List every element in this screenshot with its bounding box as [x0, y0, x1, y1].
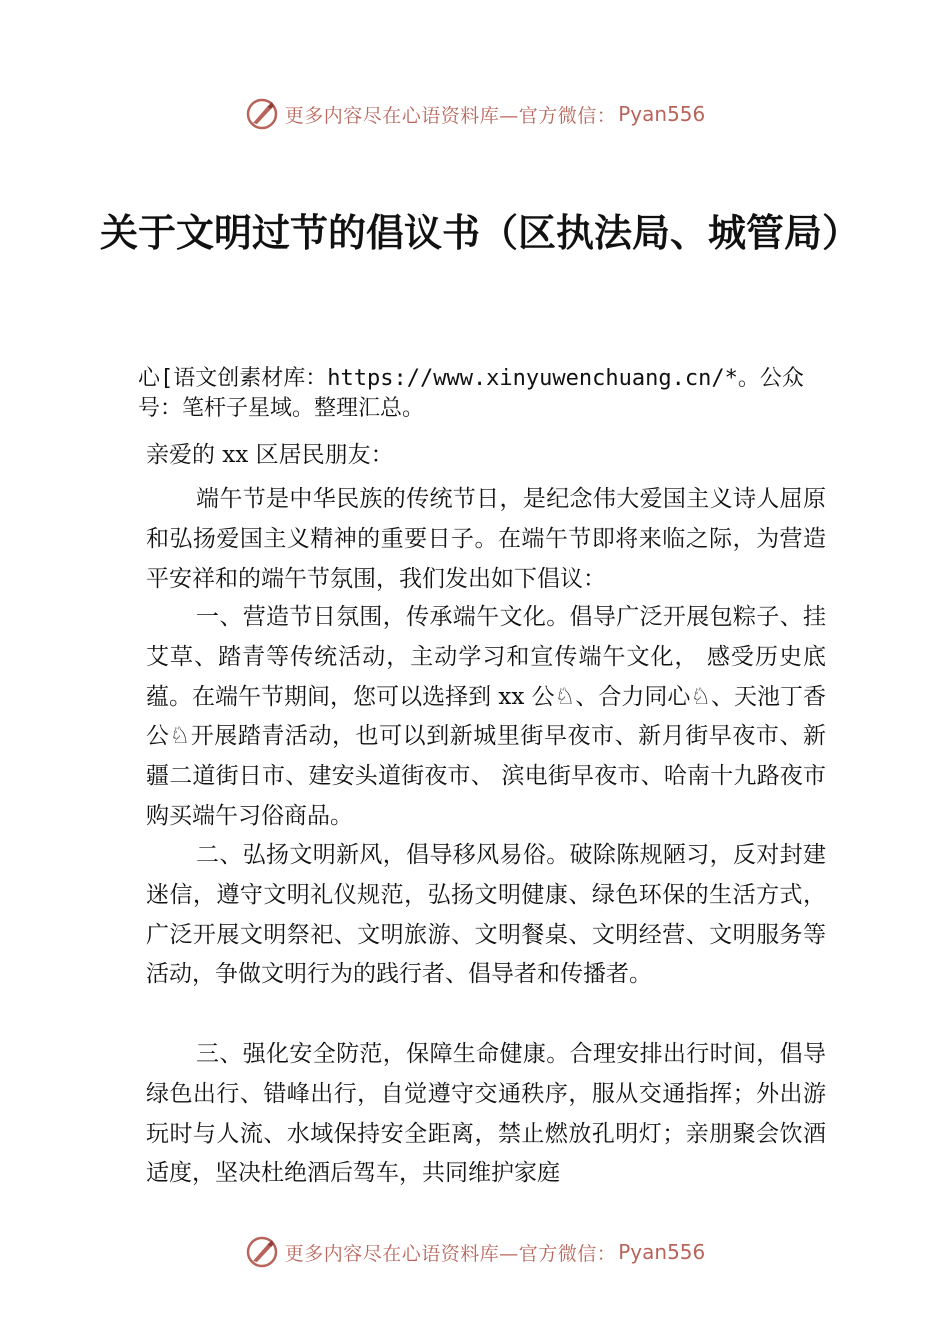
greeting: 亲爱的 xx 区居民朋友：	[146, 442, 394, 468]
paragraph-item-3: 三、强化安全防范，保障生命健康。合理安排出行时间，倡导绿色出行、错峰出行，自觉遵守交通秩序，服从交通指挥；外出游玩时与人流、水域保持安全距离，禁止燃放孔明灯；亲朋聚会饮酒适度，坚决杜绝酒后驾车，共同维护家庭	[146, 1041, 826, 1187]
header-watermark	[0, 94, 950, 134]
source-note: 心[语文创素材库：https://www.xinyuwenchuang.cn/*。公众号：笔杆子星域。整理汇总。	[138, 366, 804, 421]
paragraph-item-1: 一、营造节日氛围，传承端午文化。倡导广泛开展包粽子、挂艾草、踏青等传统活动，主动学习和宣传端午文化， 感受历史底蕴。在端午节期间，您可以选择到 xx 公♘、合力同心♘、天池丁香公♘开展踏青活动，也可以到新城里街早夜市、新月街早夜市、新疆二道街日市、建安头道街夜市、 滨电街早夜市、哈南十九路夜市购买端午习俗商品。	[146, 604, 826, 829]
paragraph-item-2: 二、弘扬文明新风，倡导移风易俗。破除陈规陋习，反对封建迷信，遵守文明礼仪规范，弘扬文明健康、绿色环保的生活方式，广泛开展文明祭祀、文明旅游、文明餐桌、文明经营、文明服务等活动，争做文明行为的践行者、倡导者和传播者。	[146, 842, 826, 988]
watermark-id: Pyan556	[618, 102, 706, 126]
watermark-text: 更多内容尽在心语资料库—官方微信：	[284, 104, 617, 127]
document-title: 关于文明过节的倡议书（区执法局、城管局）	[100, 210, 861, 255]
quill-logo-icon	[245, 97, 279, 131]
quill-logo-icon	[245, 1235, 279, 1269]
footer-watermark	[0, 1232, 950, 1272]
paragraph-intro: 端午节是中华民族的传统节日，是纪念伟大爱国主义诗人屈原和弘扬爱国主义精神的重要日子。在端午节即将来临之际，为营造平安祥和的端午节氛围，我们发出如下倡议：	[146, 486, 826, 592]
watermark-text: 更多内容尽在心语资料库—官方微信：	[284, 1242, 617, 1265]
watermark-id: Pyan556	[618, 1240, 706, 1264]
